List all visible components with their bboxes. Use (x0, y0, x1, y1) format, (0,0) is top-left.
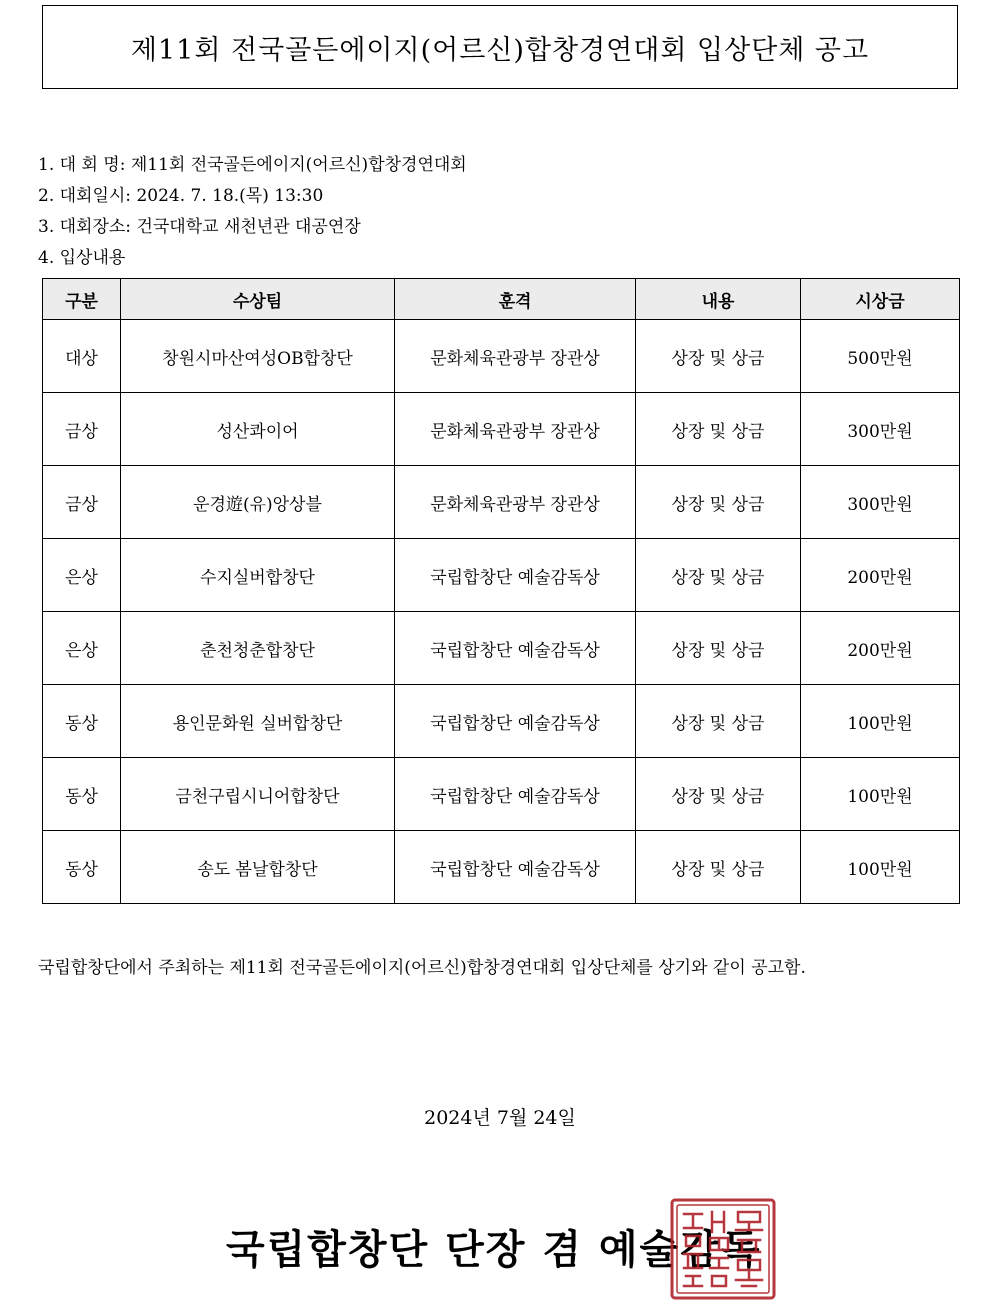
table-row (43, 685, 960, 758)
table-row (43, 393, 960, 466)
cell-award: 국립합창단 예술감독상 (395, 758, 636, 831)
cell-category: 동상 (43, 685, 121, 758)
cell-prize: 100만원 (801, 685, 960, 758)
cell-category: 금상 (43, 393, 121, 466)
signature-line: 국립합창단 단장 겸 예술감독 (226, 1227, 762, 1273)
cell-category: 대상 (43, 320, 121, 393)
table-row (43, 320, 960, 393)
notice-title-box (42, 5, 958, 89)
awards-table (42, 278, 960, 904)
cell-award: 문화체육관광부 장관상 (395, 393, 636, 466)
cell-team: 창원시마산여성OB합창단 (121, 320, 395, 393)
cell-team: 성산콰이어 (121, 393, 395, 466)
announcement-note: 국립합창단에서 주최하는 제11회 전국골든에이지(어르신)합창경연대회 입상단체를 상기와 같이 공고함. (38, 958, 806, 978)
cell-prize: 300만원 (801, 466, 960, 539)
table-row (43, 612, 960, 685)
cell-prize: 100만원 (801, 831, 960, 904)
header-prize: 시상금 (801, 279, 960, 320)
cell-content: 상장 및 상금 (636, 685, 801, 758)
cell-category: 동상 (43, 831, 121, 904)
cell-content: 상장 및 상금 (636, 612, 801, 685)
header-award: 훈격 (395, 279, 636, 320)
cell-team: 수지실버합창단 (121, 539, 395, 612)
cell-prize: 500만원 (801, 320, 960, 393)
cell-prize: 200만원 (801, 539, 960, 612)
cell-award: 문화체육관광부 장관상 (395, 320, 636, 393)
table-row (43, 758, 960, 831)
event-info (38, 150, 467, 274)
cell-prize: 200만원 (801, 612, 960, 685)
cell-team: 송도 봄날합창단 (121, 831, 395, 904)
notice-title: 제11회 전국골든에이지(어르신)합창경연대회 입상단체 공고 (130, 34, 870, 66)
cell-award: 국립합창단 예술감독상 (395, 539, 636, 612)
header-category: 구분 (43, 279, 121, 320)
info-awards-heading: 4. 입상내용 (38, 248, 126, 268)
cell-content: 상장 및 상금 (636, 831, 801, 904)
cell-prize: 300만원 (801, 393, 960, 466)
info-event-name: 1. 대 회 명: 제11회 전국골든에이지(어르신)합창경연대회 (38, 155, 467, 175)
cell-category: 금상 (43, 466, 121, 539)
cell-category: 은상 (43, 539, 121, 612)
cell-content: 상장 및 상금 (636, 539, 801, 612)
table-row (43, 831, 960, 904)
info-event-date: 2. 대회일시: 2024. 7. 18.(목) 13:30 (38, 186, 324, 206)
table-row (43, 539, 960, 612)
cell-team: 춘천청춘합창단 (121, 612, 395, 685)
official-seal-icon (668, 1196, 778, 1302)
table-header-row (43, 279, 960, 320)
cell-award: 문화체육관광부 장관상 (395, 466, 636, 539)
cell-category: 동상 (43, 758, 121, 831)
issue-date: 2024년 7월 24일 (424, 1107, 576, 1129)
header-content: 내용 (636, 279, 801, 320)
cell-prize: 100만원 (801, 758, 960, 831)
cell-category: 은상 (43, 612, 121, 685)
cell-award: 국립합창단 예술감독상 (395, 612, 636, 685)
cell-team: 금천구립시니어합창단 (121, 758, 395, 831)
cell-team: 운경遊(유)앙상블 (121, 466, 395, 539)
info-event-venue: 3. 대회장소: 건국대학교 새천년관 대공연장 (38, 217, 361, 237)
cell-team: 용인문화원 실버합창단 (121, 685, 395, 758)
cell-content: 상장 및 상금 (636, 393, 801, 466)
cell-award: 국립합창단 예술감독상 (395, 685, 636, 758)
cell-content: 상장 및 상금 (636, 758, 801, 831)
cell-award: 국립합창단 예술감독상 (395, 831, 636, 904)
header-team: 수상팀 (121, 279, 395, 320)
cell-content: 상장 및 상금 (636, 466, 801, 539)
cell-content: 상장 및 상금 (636, 320, 801, 393)
table-row (43, 466, 960, 539)
